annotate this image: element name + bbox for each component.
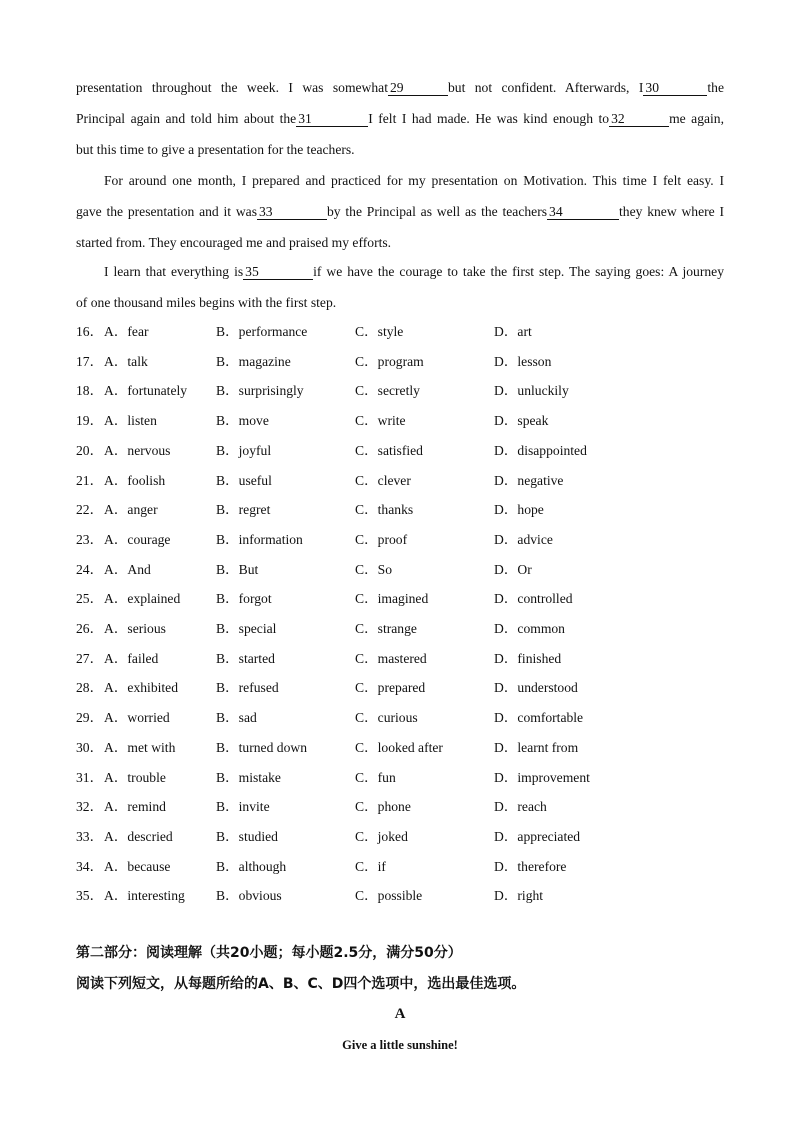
option-a: A．fear bbox=[104, 324, 149, 339]
option-d: D．unluckily bbox=[494, 383, 569, 399]
option-a: A．descried bbox=[104, 828, 173, 844]
option-b: B．invite bbox=[216, 799, 270, 815]
option-a: A．listen bbox=[104, 413, 157, 429]
question-number: 26． bbox=[76, 621, 104, 636]
question-number: 28． bbox=[76, 680, 104, 696]
option-c: C．possible bbox=[355, 888, 423, 904]
passage-line: presentation throughout the week. I was somewhat 29 but not confident. Afterwards, I 30 the bbox=[76, 80, 724, 95]
option-c: C．strange bbox=[355, 621, 417, 636]
passage-line: gave the presentation and it was 33 by the Principal as well as the teachers 34 they knew where I bbox=[76, 204, 724, 219]
passage-line: started from. They encouraged me and praised my efforts. bbox=[76, 235, 392, 250]
passage-line: I learn that everything is 35 if we have the courage to take the first step. The saying goes: A journey bbox=[104, 264, 724, 279]
section-heading: 第二部分：阅读理解（共20小题；每小题2.5分，满分50分） bbox=[76, 945, 462, 961]
question-number: 21． bbox=[76, 472, 104, 488]
question-row-27 bbox=[76, 644, 736, 674]
question-number: 20． bbox=[76, 442, 104, 458]
option-d: D．art bbox=[494, 324, 532, 339]
option-b: B．refused bbox=[216, 680, 279, 696]
question-row-31 bbox=[76, 763, 736, 793]
question-number: 16． bbox=[76, 324, 104, 339]
option-c: C．satisfied bbox=[355, 442, 423, 458]
option-a: A．trouble bbox=[104, 769, 166, 785]
option-c: C．phone bbox=[355, 799, 411, 815]
option-b: B．mistake bbox=[216, 769, 281, 785]
question-row-34 bbox=[76, 852, 736, 882]
option-a: A．nervous bbox=[104, 442, 171, 458]
option-a: A．foolish bbox=[104, 472, 166, 488]
question-row-25 bbox=[76, 584, 736, 614]
question-number: 31． bbox=[76, 769, 104, 785]
passage-title: Give a little sunshine! bbox=[342, 1038, 458, 1052]
option-d: D．negative bbox=[494, 472, 564, 488]
question-number: 30． bbox=[76, 739, 104, 755]
option-a: A．fortunately bbox=[104, 383, 188, 399]
option-c: C．program bbox=[355, 353, 424, 369]
blank-34: 34 bbox=[547, 205, 619, 220]
passage-line: of one thousand miles begins with the first step. bbox=[76, 295, 337, 310]
option-a: A．talk bbox=[104, 353, 148, 369]
blank-33: 33 bbox=[257, 205, 327, 220]
option-a: A．interesting bbox=[104, 888, 185, 904]
question-row-19 bbox=[76, 406, 736, 436]
option-d: D．reach bbox=[494, 799, 547, 815]
option-b: B．turned down bbox=[216, 739, 307, 755]
option-c: C．imagined bbox=[355, 591, 429, 607]
option-b: B．magazine bbox=[216, 353, 291, 369]
question-row-35 bbox=[76, 881, 736, 911]
question-number: 17． bbox=[76, 353, 104, 369]
option-d: D．improvement bbox=[494, 769, 590, 785]
passage-paragraph-3 bbox=[76, 256, 724, 318]
question-number: 33． bbox=[76, 828, 104, 844]
option-b: B．forgot bbox=[216, 591, 272, 607]
option-d: D．controlled bbox=[494, 591, 573, 607]
option-c: C．clever bbox=[355, 472, 411, 488]
option-b: B．sad bbox=[216, 710, 257, 726]
passage-paragraph-1 bbox=[76, 72, 724, 165]
option-c: C．style bbox=[355, 324, 404, 339]
option-a: A．remind bbox=[104, 799, 166, 815]
question-row-30 bbox=[76, 733, 736, 763]
option-d: D．appreciated bbox=[494, 828, 581, 844]
option-b: B．special bbox=[216, 621, 277, 636]
question-row-16 bbox=[76, 317, 736, 347]
option-a: A．exhibited bbox=[104, 680, 178, 696]
option-b: B．obvious bbox=[216, 888, 282, 904]
question-row-22 bbox=[76, 495, 736, 525]
option-a: A．courage bbox=[104, 531, 171, 547]
question-row-29 bbox=[76, 703, 736, 733]
question-row-21 bbox=[76, 466, 736, 496]
option-c: C．joked bbox=[355, 828, 408, 844]
option-d: D．disappointed bbox=[494, 442, 587, 458]
blank-29: 29 bbox=[388, 81, 448, 96]
option-c: C．if bbox=[355, 858, 386, 874]
option-a: A．And bbox=[104, 561, 151, 577]
question-number: 23． bbox=[76, 531, 104, 547]
question-row-28 bbox=[76, 673, 736, 703]
question-number: 29． bbox=[76, 710, 104, 726]
passage-paragraph-2 bbox=[76, 165, 724, 258]
question-row-18 bbox=[76, 376, 736, 406]
option-b: B．useful bbox=[216, 472, 272, 488]
option-b: B．move bbox=[216, 413, 269, 429]
option-c: C．proof bbox=[355, 531, 408, 547]
option-a: A．anger bbox=[104, 502, 158, 518]
question-number: 27． bbox=[76, 650, 104, 666]
option-a: A．because bbox=[104, 858, 171, 874]
option-c: C．mastered bbox=[355, 650, 427, 666]
option-c: C．thanks bbox=[355, 502, 414, 518]
question-row-26 bbox=[76, 614, 736, 644]
option-a: A．explained bbox=[104, 591, 181, 607]
question-row-33 bbox=[76, 822, 736, 852]
option-c: C．prepared bbox=[355, 680, 426, 696]
option-d: D．advice bbox=[494, 531, 553, 547]
question-number: 19． bbox=[76, 413, 104, 429]
option-b: B．But bbox=[216, 561, 259, 577]
option-d: D．learnt from bbox=[494, 739, 579, 755]
option-b: B．started bbox=[216, 650, 275, 666]
question-number: 32． bbox=[76, 799, 104, 815]
question-row-20 bbox=[76, 436, 736, 466]
blank-35: 35 bbox=[243, 265, 313, 280]
passage-line: but this time to give a presentation for the teachers. bbox=[76, 142, 355, 157]
option-c: C．So bbox=[355, 561, 393, 577]
question-row-32 bbox=[76, 792, 736, 822]
option-d: D．Or bbox=[494, 561, 532, 577]
passage-line: For around one month, I prepared and practiced for my presentation on Motivation. This time I felt easy. I bbox=[104, 173, 724, 188]
option-d: D．speak bbox=[494, 413, 549, 429]
option-c: C．secretly bbox=[355, 383, 420, 399]
blank-30: 30 bbox=[643, 81, 707, 96]
passage-line: Principal again and told him about the 31 I felt I had made. He was kind enough to 32 me again, bbox=[76, 111, 725, 126]
section-instruction: 阅读下列短文，从每题所给的A、B、C、D四个选项中，选出最佳选项。 bbox=[76, 976, 526, 992]
passage-letter: A bbox=[394, 1006, 406, 1022]
option-d: D．lesson bbox=[494, 353, 552, 369]
option-a: A．serious bbox=[104, 621, 166, 636]
question-number: 35． bbox=[76, 888, 104, 904]
question-row-23 bbox=[76, 525, 736, 555]
question-number: 25． bbox=[76, 591, 104, 607]
option-d: D．therefore bbox=[494, 858, 567, 874]
option-c: C．fun bbox=[355, 769, 396, 785]
option-d: D．understood bbox=[494, 680, 578, 696]
option-d: D．finished bbox=[494, 650, 562, 666]
option-b: B．although bbox=[216, 858, 287, 874]
option-c: C．looked after bbox=[355, 739, 443, 755]
option-d: D．common bbox=[494, 621, 565, 636]
option-b: B．information bbox=[216, 531, 303, 547]
blank-32: 32 bbox=[609, 112, 669, 127]
question-number: 34． bbox=[76, 858, 104, 874]
question-number: 22． bbox=[76, 502, 104, 518]
option-a: A．failed bbox=[104, 650, 159, 666]
option-b: B．joyful bbox=[216, 442, 272, 458]
option-b: B．regret bbox=[216, 502, 271, 518]
question-row-24 bbox=[76, 555, 736, 585]
question-row-17 bbox=[76, 347, 736, 377]
option-b: B．studied bbox=[216, 828, 278, 844]
option-d: D．hope bbox=[494, 502, 544, 518]
question-number: 24． bbox=[76, 561, 104, 577]
question-number: 18． bbox=[76, 383, 104, 399]
option-c: C．write bbox=[355, 413, 406, 429]
option-a: A．met with bbox=[104, 739, 176, 755]
option-b: B．surprisingly bbox=[216, 383, 304, 399]
option-d: D．right bbox=[494, 888, 544, 904]
option-a: A．worried bbox=[104, 710, 170, 726]
option-d: D．comfortable bbox=[494, 710, 584, 726]
option-b: B．performance bbox=[216, 324, 308, 339]
blank-31: 31 bbox=[296, 112, 368, 127]
option-c: C．curious bbox=[355, 710, 418, 726]
